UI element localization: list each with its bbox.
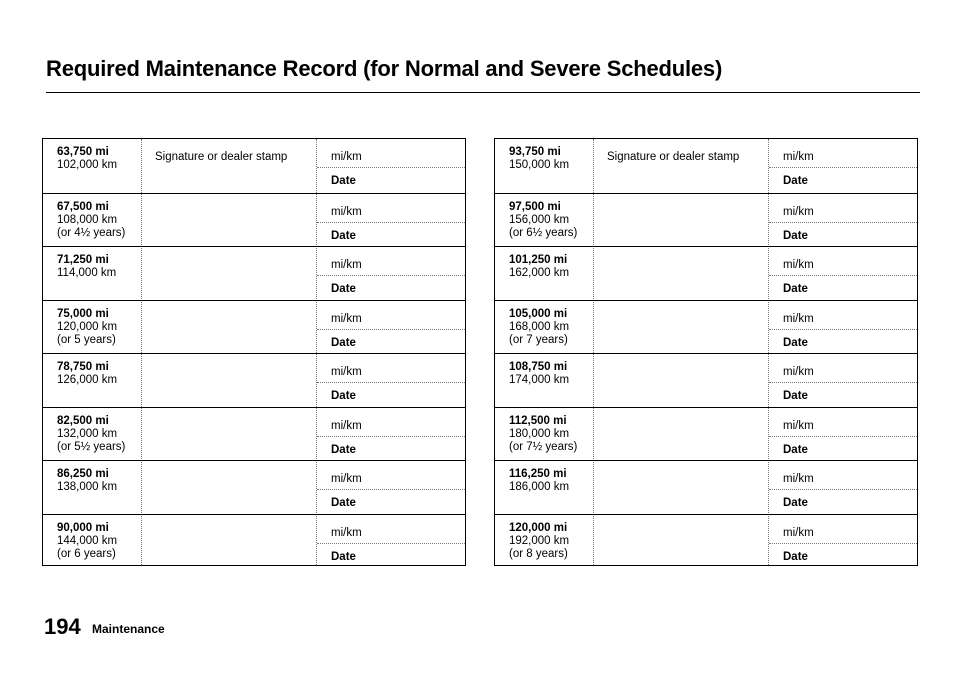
field-divider — [769, 436, 917, 437]
interval-cell — [57, 468, 117, 494]
interval-miles: 67,500 mi — [57, 200, 109, 213]
record-row — [495, 300, 917, 355]
interval-cell — [509, 201, 577, 240]
record-row — [43, 353, 465, 408]
field-divider — [769, 222, 917, 223]
date-field-label: Date — [331, 229, 356, 242]
mileage-field-label: mi/km — [783, 151, 814, 163]
date-field-label: Date — [331, 443, 356, 456]
interval-cell — [57, 522, 117, 561]
interval-kilometers: 174,000 km — [509, 374, 570, 386]
record-row — [495, 407, 917, 462]
interval-miles: 108,750 mi — [509, 361, 568, 373]
interval-kilometers: 186,000 km — [509, 481, 570, 493]
interval-years: (or 8 years) — [509, 547, 568, 560]
mileage-field-label: mi/km — [783, 259, 814, 271]
interval-miles: 75,000 mi — [57, 307, 109, 320]
interval-kilometers: 192,000 km — [509, 534, 570, 547]
interval-miles: 86,250 mi — [57, 468, 109, 480]
mileage-field-label: mi/km — [331, 526, 362, 539]
record-row — [43, 460, 465, 515]
maintenance-table-right — [494, 138, 918, 566]
interval-kilometers: 138,000 km — [57, 481, 118, 493]
field-divider — [769, 382, 917, 383]
interval-miles: 116,250 mi — [509, 468, 567, 480]
date-field-label: Date — [331, 283, 356, 295]
date-field-label: Date — [783, 443, 808, 456]
record-row — [43, 514, 465, 569]
page-title: Required Maintenance Record (for Normal and Severe Schedules) — [46, 56, 723, 81]
interval-kilometers: 162,000 km — [509, 267, 570, 279]
date-field-label: Date — [783, 229, 808, 242]
interval-years: (or 5½ years) — [57, 440, 126, 453]
record-row — [495, 353, 917, 408]
interval-miles: 97,500 mi — [509, 200, 561, 213]
date-field-label: Date — [783, 390, 808, 402]
record-row — [43, 193, 465, 248]
interval-kilometers: 150,000 km — [509, 159, 570, 171]
mileage-field-label: mi/km — [783, 473, 814, 485]
mileage-field-label: mi/km — [783, 312, 814, 325]
interval-kilometers: 144,000 km — [57, 534, 118, 547]
interval-kilometers: 102,000 km — [57, 159, 118, 171]
mileage-field-label: mi/km — [331, 259, 362, 271]
field-divider — [317, 167, 465, 168]
date-field-label: Date — [331, 497, 356, 509]
interval-miles: 71,250 mi — [57, 254, 109, 266]
field-divider — [769, 489, 917, 490]
interval-miles: 90,000 mi — [57, 521, 109, 534]
interval-kilometers: 156,000 km — [509, 213, 570, 226]
mileage-field-label: mi/km — [331, 151, 362, 163]
interval-cell — [509, 146, 569, 172]
field-divider — [317, 329, 465, 330]
title-divider — [46, 92, 920, 93]
date-field-label: Date — [783, 283, 808, 295]
interval-miles: 105,000 mi — [509, 307, 568, 320]
mileage-field-label: mi/km — [783, 526, 814, 539]
date-field-label: Date — [331, 550, 356, 563]
interval-kilometers: 180,000 km — [509, 427, 570, 440]
date-field-label: Date — [331, 175, 356, 187]
mileage-field-label: mi/km — [331, 205, 362, 218]
record-row — [495, 246, 917, 301]
interval-miles: 63,750 mi — [57, 146, 109, 158]
interval-miles: 93,750 mi — [509, 146, 561, 158]
mileage-field-label: mi/km — [783, 205, 814, 218]
interval-cell — [57, 254, 116, 280]
section-label: Maintenance — [92, 622, 165, 636]
date-field-label: Date — [331, 336, 356, 349]
interval-miles: 82,500 mi — [57, 414, 109, 427]
mileage-field-label: mi/km — [783, 366, 814, 378]
page-number: 194 — [44, 614, 81, 639]
record-row — [495, 460, 917, 515]
interval-miles: 78,750 mi — [57, 361, 109, 373]
interval-cell — [57, 201, 125, 240]
field-divider — [769, 329, 917, 330]
interval-miles: 112,500 mi — [509, 414, 567, 427]
interval-kilometers: 108,000 km — [57, 213, 118, 226]
interval-cell — [509, 254, 569, 280]
signature-column-header: Signature or dealer stamp — [607, 151, 740, 163]
interval-cell — [57, 361, 117, 387]
field-divider — [769, 275, 917, 276]
interval-years: (or 6½ years) — [509, 226, 578, 239]
field-divider — [317, 222, 465, 223]
interval-cell — [57, 146, 117, 172]
interval-years: (or 4½ years) — [57, 226, 126, 239]
date-field-label: Date — [783, 175, 808, 187]
interval-kilometers: 132,000 km — [57, 427, 118, 440]
record-row — [43, 246, 465, 301]
record-row — [495, 514, 917, 569]
record-row — [495, 139, 917, 193]
record-row — [43, 139, 465, 193]
interval-kilometers: 114,000 km — [57, 267, 117, 279]
date-field-label: Date — [783, 497, 808, 509]
record-row — [43, 300, 465, 355]
interval-kilometers: 168,000 km — [509, 320, 570, 333]
interval-cell — [509, 468, 569, 494]
mileage-field-label: mi/km — [331, 312, 362, 325]
maintenance-table-left — [42, 138, 466, 566]
mileage-field-label: mi/km — [331, 473, 362, 485]
interval-kilometers: 126,000 km — [57, 374, 118, 386]
interval-miles: 120,000 mi — [509, 521, 568, 534]
date-field-label: Date — [783, 550, 808, 563]
field-divider — [769, 167, 917, 168]
field-divider — [317, 382, 465, 383]
interval-cell — [57, 415, 125, 454]
field-divider — [317, 275, 465, 276]
field-divider — [317, 543, 465, 544]
interval-cell — [509, 308, 569, 347]
field-divider — [769, 543, 917, 544]
interval-cell — [57, 308, 117, 347]
mileage-field-label: mi/km — [783, 419, 814, 432]
interval-miles: 101,250 mi — [509, 254, 568, 266]
interval-kilometers: 120,000 km — [57, 320, 118, 333]
record-row — [43, 407, 465, 462]
record-row — [495, 193, 917, 248]
interval-years: (or 5 years) — [57, 333, 116, 346]
mileage-field-label: mi/km — [331, 366, 362, 378]
signature-column-header: Signature or dealer stamp — [155, 151, 288, 163]
mileage-field-label: mi/km — [331, 419, 362, 432]
date-field-label: Date — [331, 390, 356, 402]
interval-cell — [509, 361, 569, 387]
interval-years: (or 6 years) — [57, 547, 116, 560]
interval-years: (or 7 years) — [509, 333, 568, 346]
interval-cell — [509, 522, 569, 561]
date-field-label: Date — [783, 336, 808, 349]
interval-cell — [509, 415, 577, 454]
interval-years: (or 7½ years) — [509, 440, 578, 453]
field-divider — [317, 489, 465, 490]
field-divider — [317, 436, 465, 437]
